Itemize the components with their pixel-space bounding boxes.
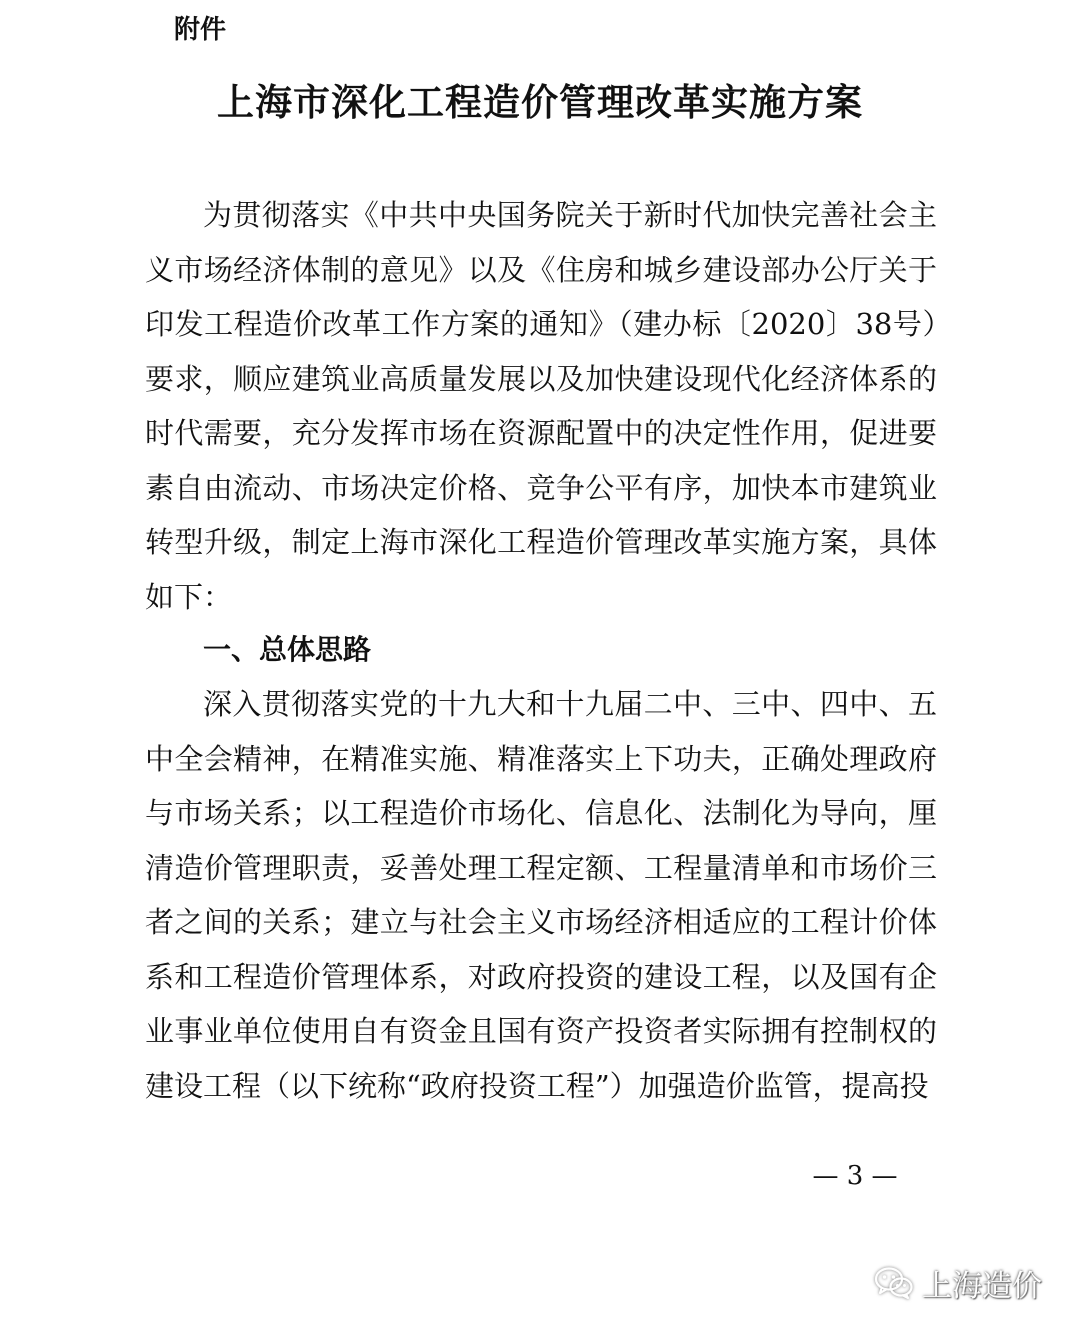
document-title: 上海市深化工程造价管理改革实施方案 — [217, 80, 863, 124]
section-body-paragraph: 深入贯彻落实党的十九大和十九届二中、三中、四中、五中全会精神，在精准实施、精准落实上下功夫，正确处理政府与市场关系；以工程造价市场化、信息化、法制化为导向，厘清造价管理职责，妥善处理工程定额、工程量清单和市场价三者之间的关系；建立与社会主义市场经济相适应的工程计价体系和工程造价管理体系，对政府投资的建设工程，以及国有企业事业单位使用自有资金且国有资产投资者实际拥有控制权的建设工程（以下统称“政府投资工程”）加强造价监管，提高投 — [145, 687, 937, 1103]
section-heading: 一、总体思路 — [203, 633, 372, 666]
watermark-text: 上海造价 — [922, 1269, 1042, 1304]
attachment-label: 附件 — [174, 15, 227, 45]
watermark — [874, 1261, 1042, 1305]
intro-paragraph: 为贯彻落实《中共中央国务院关于新时代加快完善社会主义市场经济体制的意见》以及《住房和城乡建设部办公厅关于印发工程造价改革工作方案的通知》（建办标〔2020〕38号）要求，顺应建筑业高质量发展以及加快建设现代化经济体系的时代需要，充分发挥市场在资源配置中的决定性作用，促进要素自由流动、市场决定价格、竞争公平有序，加快本市建筑业转型升级，制定上海市深化工程造价管理改革实施方案，具体如下： — [145, 198, 937, 614]
page-number: — 3 — — [812, 1161, 898, 1191]
wechat-icon — [874, 1266, 914, 1300]
